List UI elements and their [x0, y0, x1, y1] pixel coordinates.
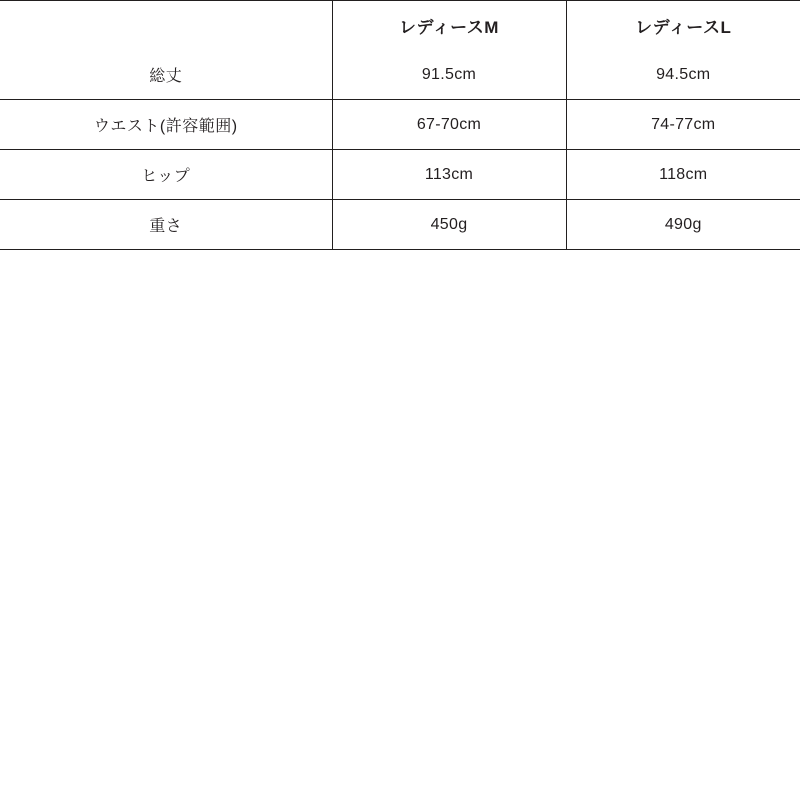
table-header-row: [0, 1, 800, 51]
table-row: [0, 200, 800, 250]
table-corner-cell: [0, 1, 332, 51]
column-header-ladies-l: レディースL: [566, 1, 800, 51]
cell-weight-l: 490g: [566, 200, 800, 250]
row-label-hip: ヒップ: [0, 150, 332, 200]
table-row: [0, 150, 800, 200]
column-header-ladies-m: レディースM: [332, 1, 566, 51]
table-row: [0, 50, 800, 100]
cell-waist-m: 67-70cm: [332, 100, 566, 150]
cell-weight-m: 450g: [332, 200, 566, 250]
row-label-total-length: 総丈: [0, 50, 332, 100]
row-label-waist: ウエスト(許容範囲): [0, 100, 332, 150]
cell-total-length-m: 91.5cm: [332, 50, 566, 100]
cell-hip-m: 113cm: [332, 150, 566, 200]
table-body: [0, 50, 800, 250]
cell-waist-l: 74-77cm: [566, 100, 800, 150]
table-header: [0, 1, 800, 51]
size-specification-table: [0, 0, 800, 250]
table-row: [0, 100, 800, 150]
row-label-weight: 重さ: [0, 200, 332, 250]
cell-total-length-l: 94.5cm: [566, 50, 800, 100]
cell-hip-l: 118cm: [566, 150, 800, 200]
